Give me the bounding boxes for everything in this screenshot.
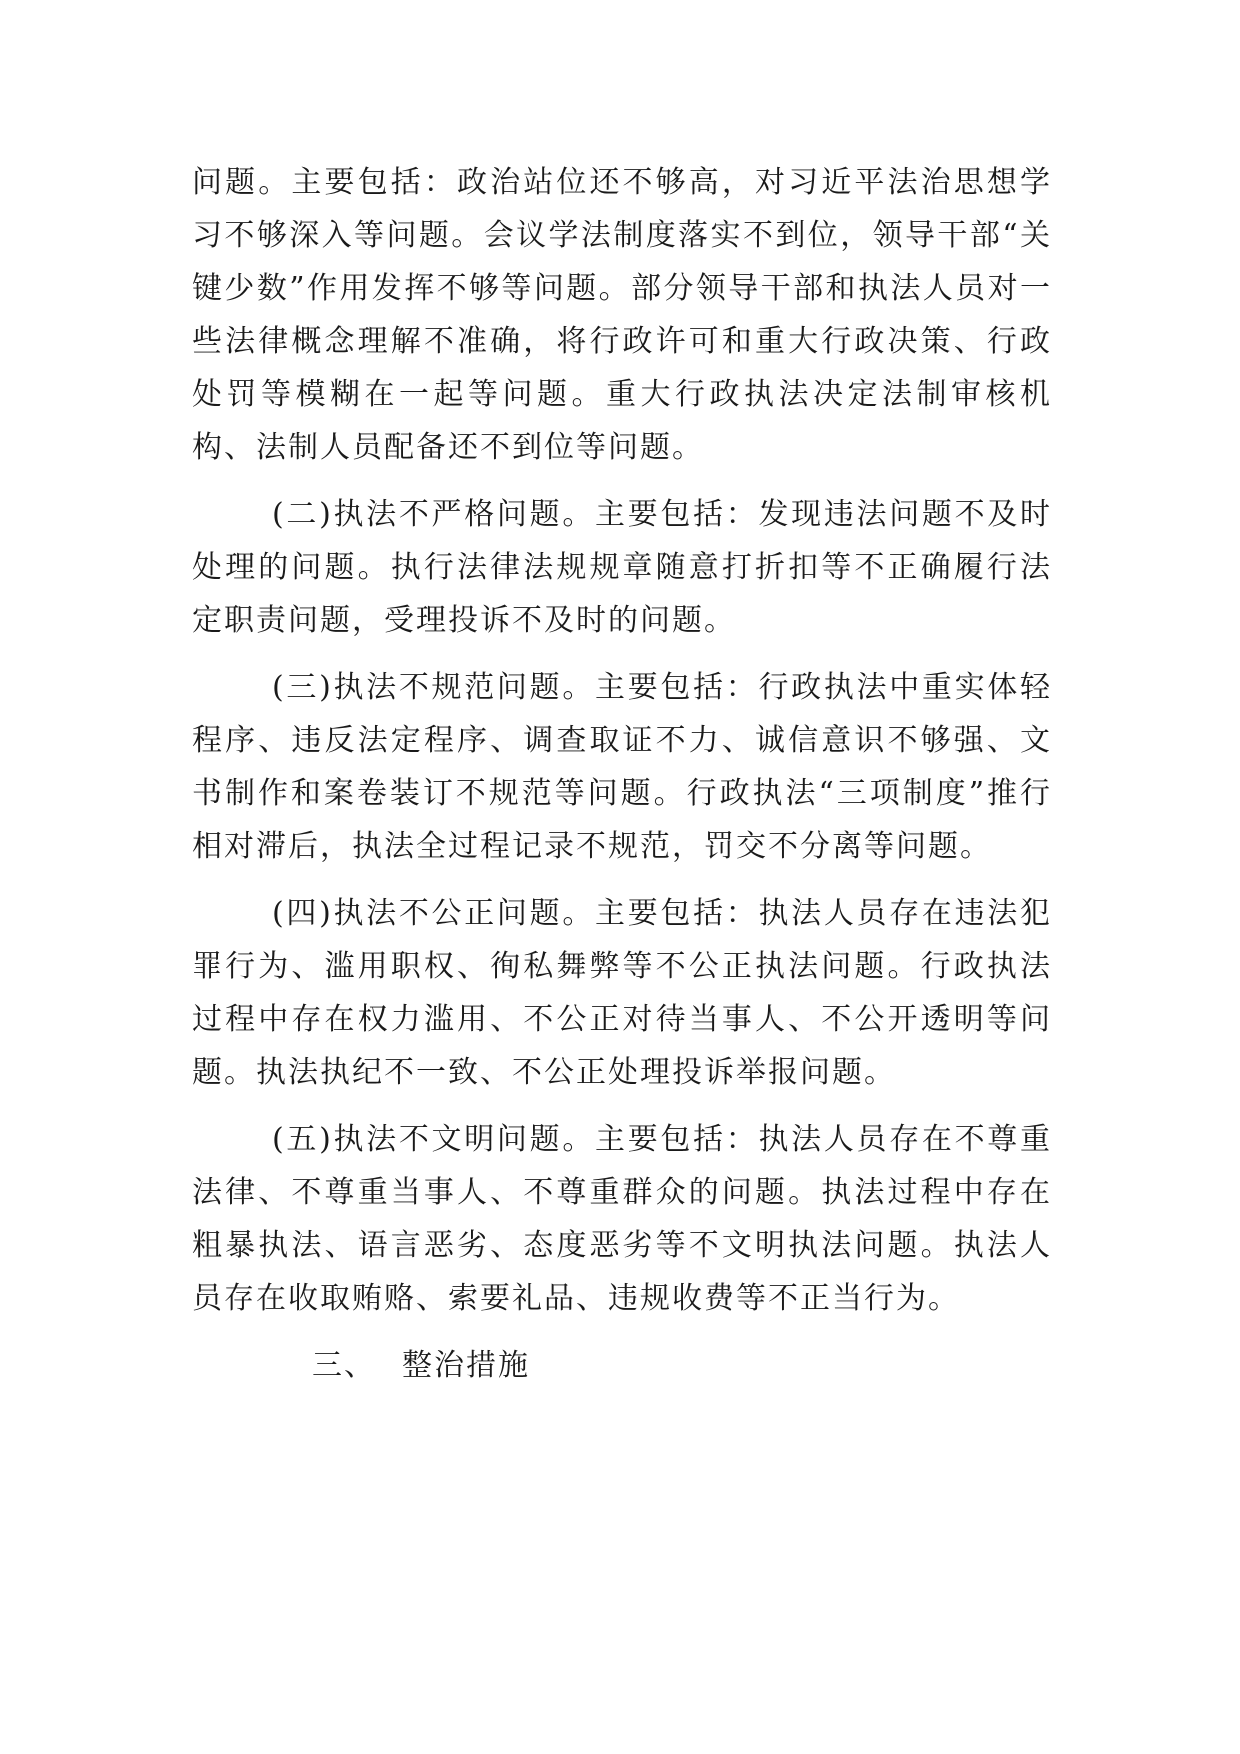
paragraph-item-3: (三)执法不规范问题。主要包括：行政执法中重实体轻程序、违反法定程序、调查取证不力、诚信意识不够强、文书制作和案卷装订不规范等问题。行政执法“三项制度”推行相对滞后，执法全过程记录不规范，罚交不分离等问题。 [192,670,1052,864]
section-heading-title: 整治措施 [402,1348,530,1383]
paragraph-continuation: 问题。主要包括：政治站位还不够高，对习近平法治思想学习不够深入等问题。会议学法制度落实不到位，领导干部“关键少数”作用发挥不够等问题。部分领导干部和执法人员对一些法律概念理解不准确，将行政许可和重大行政决策、行政处罚等模糊在一起等问题。重大行政执法决定法制审核机构、法制人员配备还不到位等问题。 [192,165,1052,465]
paragraph-item-4: (四)执法不公正问题。主要包括：执法人员存在违法犯罪行为、滥用职权、徇私舞弊等不公正执法问题。行政执法过程中存在权力滥用、不公正对待当事人、不公开透明等问题。执法执纪不一致、不公正处理投诉举报问题。 [192,896,1052,1090]
paragraph-item-2: (二)执法不严格问题。主要包括：发现违法问题不及时处理的问题。执行法律法规规章随意打折扣等不正确履行法定职责问题，受理投诉不及时的问题。 [192,497,1052,638]
document-body [192,156,1052,1392]
section-heading-number: 三、 [312,1348,376,1383]
section-heading [192,1339,1052,1392]
paragraph-item-5: (五)执法不文明问题。主要包括：执法人员存在不尊重法律、不尊重当事人、不尊重群众的问题。执法过程中存在粗暴执法、语言恶劣、态度恶劣等不文明执法问题。执法人员存在收取贿赂、索要礼品、违规收费等不正当行为。 [192,1122,1052,1316]
